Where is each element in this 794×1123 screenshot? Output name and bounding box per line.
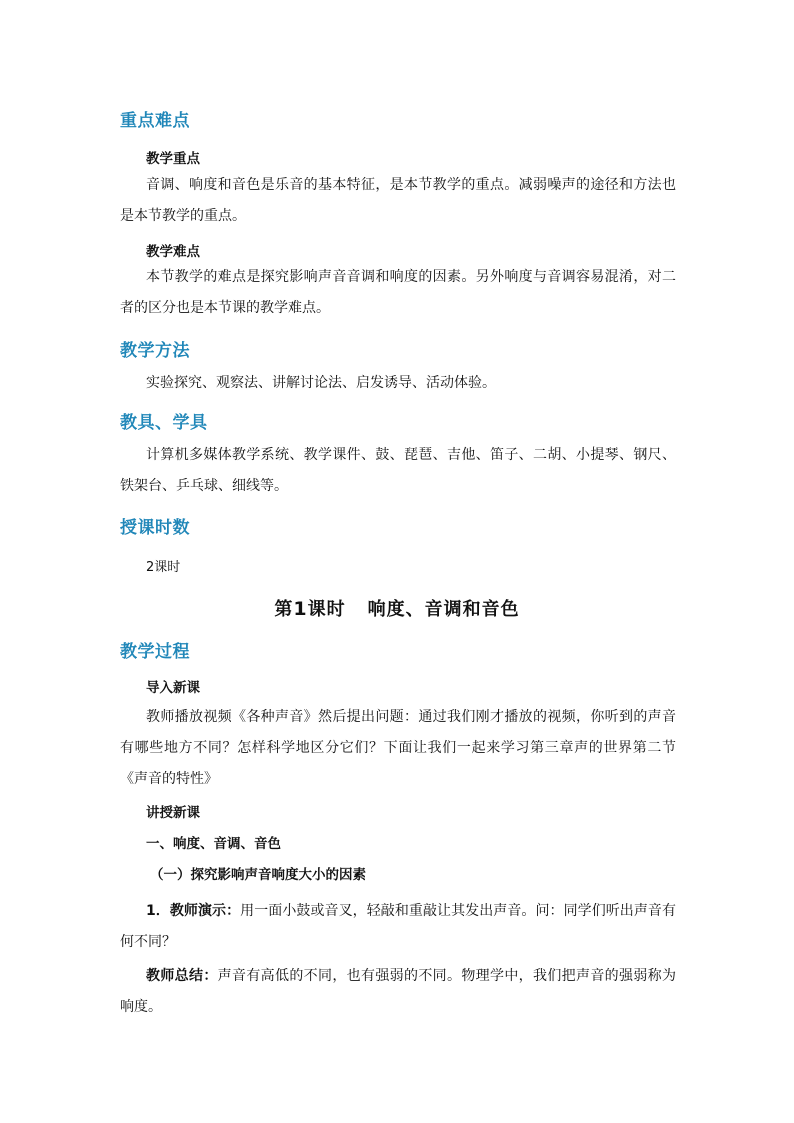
text-teaching-difficulty: 本节教学的难点是探究影响声音音调和响度的因素。另外响度与音调容易混淆，对二者的区分也是本节课的教学难点。: [120, 269, 676, 316]
text-teacher-summary-body: 声音有高低的不同，也有强弱的不同。物理学中，我们把声音的强弱称为响度。: [120, 968, 677, 1015]
heading-class-hours: 授课时数: [120, 518, 190, 538]
label-teaching-focus: 教学重点: [146, 151, 200, 167]
label-intro: 导入新课: [146, 680, 200, 696]
label-lecture: 讲授新课: [146, 805, 200, 821]
lesson-title-number: 1: [293, 598, 308, 620]
topic-1-sub: （一）探究影响声音响度大小的因素: [150, 867, 366, 883]
text-intro: 教师播放视频《各种声音》然后提出问题：通过我们刚才播放的视频，你听到的声音有哪些地方不同？怎样科学地区分它们？下面让我们一起来学习第三章声的世界第二节《声音的特性》: [120, 709, 676, 787]
text-teacher-demo-body: 用一面小鼓或音叉，轻敲和重敲让其发出声音。问：同学们听出声音有何不同？: [120, 903, 676, 950]
text-teaching-focus: 音调、响度和音色是乐音的基本特征，是本节教学的重点。减弱噪声的途径和方法也是本节教学的重点。: [120, 177, 676, 224]
topic-1: 一、响度、音调、音色: [146, 836, 281, 852]
text-teaching-tools: 计算机多媒体教学系统、教学课件、鼓、琵琶、吉他、笛子、二胡、小提琴、钢尺、铁架台、乒乓球、细线等。: [120, 447, 676, 494]
text-teaching-methods: 实验探究、观察法、讲解讨论法、启发诱导、活动体验。: [146, 375, 496, 391]
heading-teaching-process: 教学过程: [120, 642, 190, 662]
label-teaching-difficulty: 教学难点: [146, 244, 200, 260]
lesson-title-unit: 课时: [307, 599, 346, 620]
lesson-title: [0, 595, 794, 621]
label-teacher-summary: 教师总结：: [146, 968, 218, 984]
heading-key-points: 重点难点: [120, 111, 190, 131]
lesson-title-prefix: 第: [274, 599, 294, 620]
text-teacher-summary: [120, 961, 676, 1023]
heading-teaching-methods: 教学方法: [120, 341, 190, 361]
heading-teaching-tools: 教具、学具: [120, 413, 208, 433]
text-class-hours: 2课时: [146, 560, 181, 575]
lesson-title-main: 响度、音调和音色: [367, 599, 520, 620]
label-teacher-demo: 1．教师演示：: [146, 903, 241, 919]
text-teacher-demo: [120, 896, 676, 958]
